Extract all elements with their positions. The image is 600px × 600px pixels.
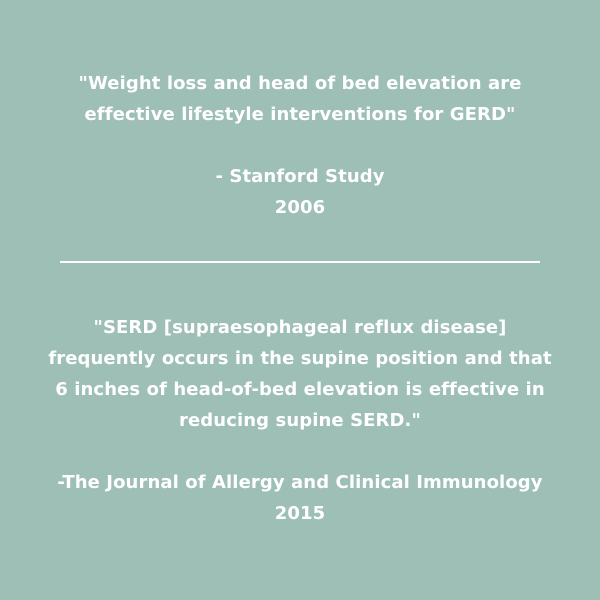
divider-line — [60, 261, 540, 263]
quote-text-line: frequently occurs in the supine position and that — [48, 348, 552, 369]
quote-attribution: -The Journal of Allergy and Clinical Immunology — [57, 472, 543, 493]
spacer — [0, 130, 600, 161]
quote-text-line: "SERD [supraesophageal reflux disease] — [93, 317, 507, 338]
quote-stanford — [0, 68, 600, 223]
spacer — [0, 436, 600, 467]
quote-year: 2006 — [274, 197, 326, 218]
quote-text-line: reducing supine SERD." — [179, 410, 421, 431]
quote-text-line: 6 inches of head-of-bed elevation is effective in — [55, 379, 545, 400]
quote-attribution: - Stanford Study — [215, 166, 385, 187]
quote-journal-allergy — [0, 312, 600, 529]
quote-text-line: effective lifestyle interventions for GERD" — [84, 104, 516, 125]
quote-year: 2015 — [274, 503, 326, 524]
quote-text-line: "Weight loss and head of bed elevation are — [78, 73, 522, 94]
